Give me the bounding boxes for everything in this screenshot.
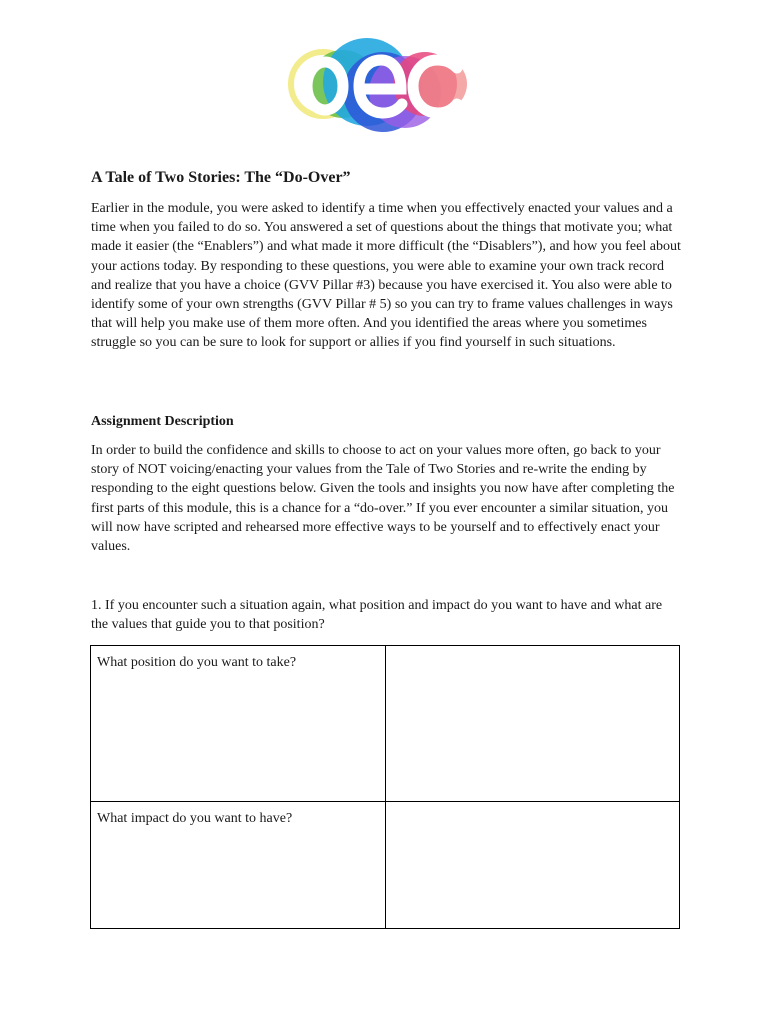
assignment-heading: Assignment Description xyxy=(91,414,234,429)
oec-logo xyxy=(285,34,470,138)
assignment-paragraph: In order to build the confidence and skills to choose to act on your values more often, go back to your story of NOT voicing/enacting your values from the Tale of Two Stories and re-write the ending by responding to the eight questions below. Given the tools and insights you now have after completing the first parts of this module, this is a chance for a “do-over.” If you ever encounter a similar situation, you will now have scripted and rehearsed more effective ways to be yourself and to effectively enact your values. xyxy=(91,443,675,555)
question-1: 1. If you encounter such a situation again, what position and impact do you want to have and what are the values that guide you to that position? xyxy=(91,598,663,633)
impact-answer-cell[interactable] xyxy=(386,802,680,929)
oec-logo-graphic xyxy=(285,34,470,138)
intro-paragraph: Earlier in the module, you were asked to identify a time when you effectively enacted your values and a time when you failed to do so. You answered a set of questions about the things that motivate you; what made it easier (the “Enablers”) and what made it more difficult (the “Disablers”), and how you feel about your actions today. By responding to these questions, you were able to examine your own track record and realize that you have a choice (GVV Pillar #3) because you have exercised it. You also were able to identify some of your own strengths (GVV Pillar # 5) so you can try to frame values challenges in ways that will help you make use of them more often. And you identified the areas where you sometimes struggle so you can be sure to look for support or allies if you find yourself in such situations. xyxy=(91,201,681,351)
document-title: A Tale of Two Stories: The “Do-Over” xyxy=(91,169,351,186)
answer-table xyxy=(90,645,680,929)
impact-prompt-cell: What impact do you want to have? xyxy=(91,802,386,929)
table-row xyxy=(91,802,680,929)
position-prompt-cell: What position do you want to take? xyxy=(91,646,386,802)
table-row xyxy=(91,646,680,802)
position-answer-cell[interactable] xyxy=(386,646,680,802)
